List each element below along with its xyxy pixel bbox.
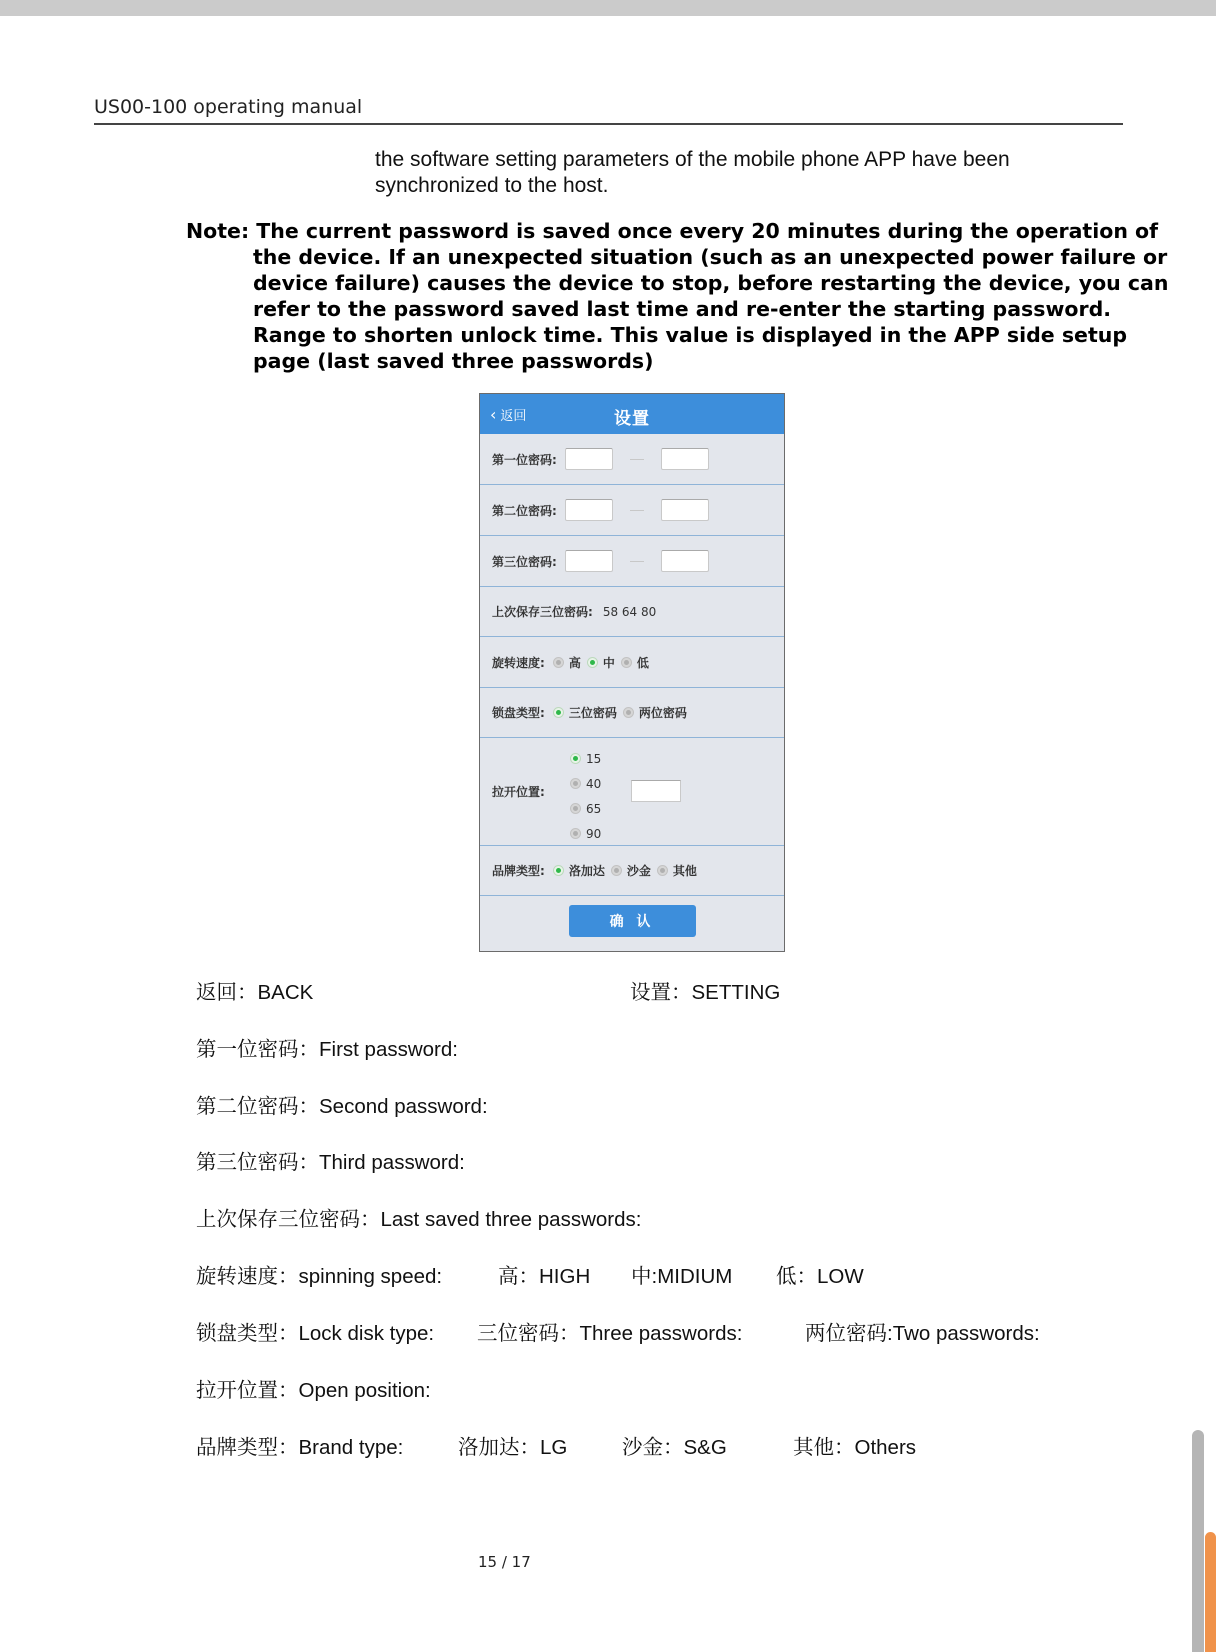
- page-indicator: 15 / 17: [478, 1553, 531, 1571]
- radio-selected-icon: [553, 707, 564, 718]
- radio-label: 低: [636, 655, 649, 670]
- radio-label: 15: [586, 751, 602, 766]
- radio-label: 90: [586, 826, 602, 841]
- back-label: 返回: [500, 409, 527, 424]
- radio-label: 高: [568, 655, 581, 670]
- radio-label: 65: [586, 801, 602, 816]
- app-title: 设置: [614, 409, 650, 429]
- third-password-label: 第三位密码:: [492, 554, 557, 569]
- radio-icon: [570, 778, 581, 789]
- open-position-15-radio[interactable]: [570, 746, 601, 771]
- open-position-row: [480, 738, 784, 846]
- first-password-to-input[interactable]: [661, 448, 709, 470]
- radio-icon: [623, 707, 634, 718]
- radio-selected-icon: [570, 753, 581, 764]
- confirm-area: [480, 896, 784, 945]
- second-password-to-input[interactable]: [661, 499, 709, 521]
- glossary-spin-high: 高：HIGH: [498, 1265, 591, 1288]
- glossary-brand-other: 其他：Others: [793, 1436, 917, 1459]
- brand-type-row: [480, 846, 784, 896]
- radio-label: 洛加达: [568, 864, 605, 878]
- glossary-last-saved: 上次保存三位密码：Last saved three passwords:: [196, 1208, 642, 1231]
- open-position-90-radio[interactable]: [570, 821, 601, 846]
- glossary-brand-sg: 沙金：S&G: [622, 1436, 727, 1459]
- first-password-row: [480, 434, 784, 485]
- radio-selected-icon: [587, 657, 598, 668]
- glossary-brand-type: 品牌类型：Brand type:: [196, 1436, 404, 1459]
- range-dash: [630, 510, 644, 511]
- glossary-first-password: 第一位密码：First password:: [196, 1038, 458, 1061]
- glossary-setting: 设置：SETTING: [630, 981, 781, 1004]
- radio-label: 40: [586, 776, 602, 791]
- open-position-custom-input[interactable]: [631, 780, 681, 802]
- app-nav-bar: [480, 394, 784, 434]
- brand-type-label: 品牌类型:: [492, 864, 545, 878]
- second-password-label: 第二位密码:: [492, 503, 557, 518]
- radio-label: 沙金: [626, 864, 651, 878]
- radio-selected-icon: [553, 865, 564, 876]
- glossary-spin-medium: 中:MIDIUM: [631, 1265, 733, 1288]
- lock-type-three-radio[interactable]: [553, 704, 617, 721]
- spin-speed-low-radio[interactable]: [621, 654, 649, 671]
- viewer-top-bar: [0, 0, 1216, 16]
- lock-type-two-radio[interactable]: [623, 704, 687, 721]
- radio-label: 两位密码: [638, 706, 687, 720]
- third-password-row: [480, 536, 784, 587]
- radio-icon: [553, 657, 564, 668]
- glossary-brand-lg: 洛加达：LG: [458, 1436, 568, 1459]
- glossary-third-password: 第三位密码：Third password:: [196, 1151, 465, 1174]
- glossary-lock-two: 两位密码:Two passwords:: [805, 1322, 1040, 1345]
- note-paragraph: Note: The current password is saved once every 20 minutes during the operation of the device. If an unexpected situation (such as an unexpected power failure or device failure) causes the device to stop, before restarting the device, you can refer to the password saved last time and re-enter the starting password. Range to shorten unlock time. This value is displayed in the APP side setup page (last saved three passwords): [186, 219, 1169, 373]
- header-divider: [94, 123, 1123, 125]
- brand-lg-radio[interactable]: [553, 862, 605, 879]
- third-password-from-input[interactable]: [565, 550, 613, 572]
- open-position-40-radio[interactable]: [570, 771, 601, 796]
- last-saved-label: 上次保存三位密码:: [492, 605, 593, 619]
- confirm-button[interactable]: 确 认: [569, 905, 696, 937]
- glossary-spin-speed: 旋转速度：spinning speed:: [196, 1265, 443, 1288]
- range-dash: [630, 459, 644, 460]
- brand-sg-radio[interactable]: [611, 862, 651, 879]
- third-password-to-input[interactable]: [661, 550, 709, 572]
- open-position-options: [570, 746, 607, 846]
- glossary-spin-low: 低：LOW: [776, 1265, 864, 1288]
- spin-speed-label: 旋转速度:: [492, 655, 545, 670]
- glossary-second-password: 第二位密码：Second password:: [196, 1095, 488, 1118]
- last-saved-value: 58 64 80: [602, 604, 657, 619]
- radio-label: 其他: [672, 864, 697, 878]
- radio-icon: [570, 803, 581, 814]
- second-password-row: [480, 485, 784, 536]
- intro-paragraph: the software setting parameters of the mobile phone APP have been synchronized to the host.: [375, 148, 1010, 197]
- radio-icon: [657, 865, 668, 876]
- scrollbar-thumb[interactable]: [1205, 1532, 1216, 1652]
- open-position-label: 拉开位置:: [492, 785, 545, 799]
- second-password-from-input[interactable]: [565, 499, 613, 521]
- glossary-open-position: 拉开位置：Open position:: [196, 1379, 431, 1402]
- radio-label: 中: [602, 655, 615, 670]
- last-saved-row: [480, 587, 784, 637]
- document-header-title: US00-100 operating manual: [94, 96, 363, 118]
- spin-speed-row: [480, 637, 784, 688]
- lock-type-row: [480, 688, 784, 738]
- spin-speed-medium-radio[interactable]: [587, 654, 615, 671]
- brand-other-radio[interactable]: [657, 862, 697, 879]
- lock-type-label: 锁盘类型:: [492, 706, 545, 720]
- chevron-left-icon: ‹: [490, 404, 497, 424]
- app-settings-screenshot: [479, 393, 785, 952]
- first-password-from-input[interactable]: [565, 448, 613, 470]
- first-password-label: 第一位密码:: [492, 452, 557, 467]
- radio-icon: [611, 865, 622, 876]
- glossary-lock-type: 锁盘类型：Lock disk type:: [196, 1322, 435, 1345]
- glossary-back: 返回：BACK: [196, 981, 314, 1004]
- radio-icon: [570, 828, 581, 839]
- open-position-65-radio[interactable]: [570, 796, 601, 821]
- radio-icon: [621, 657, 632, 668]
- glossary-lock-three: 三位密码：Three passwords:: [477, 1322, 743, 1345]
- range-dash: [630, 561, 644, 562]
- spin-speed-high-radio[interactable]: [553, 654, 581, 671]
- radio-label: 三位密码: [568, 706, 617, 720]
- scrollbar-track[interactable]: [1192, 1430, 1204, 1652]
